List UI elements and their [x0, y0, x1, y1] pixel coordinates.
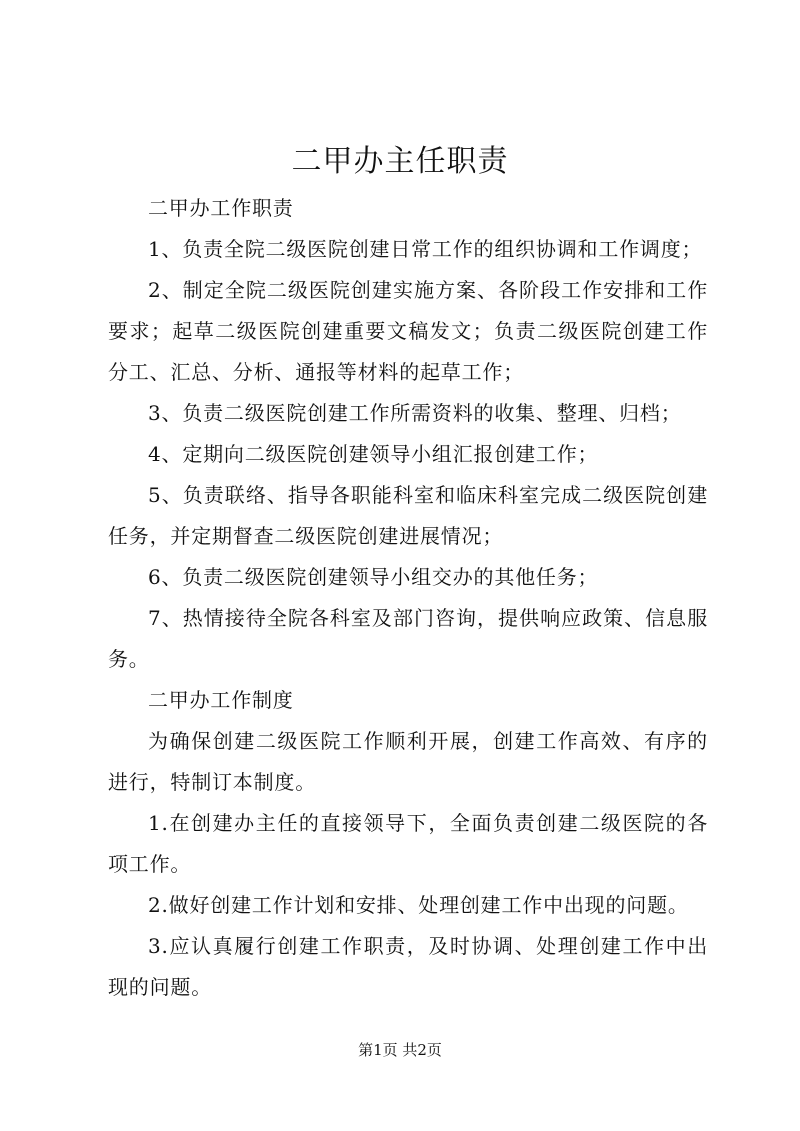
- page-title: 二甲办主任职责: [291, 144, 509, 179]
- paragraph-duty-4: 4、定期向二级医院创建领导小组汇报创建工作；: [148, 442, 599, 466]
- paragraph-section-heading-rules: 二甲办工作制度: [148, 688, 294, 712]
- paragraph-duty-7: 7、热情接待全院各科室及部门咨询，提供响应政策、信息服务。: [108, 606, 708, 671]
- paragraph-duty-6: 6、负责二级医院创建领导小组交办的其他任务；: [148, 565, 599, 589]
- paragraph-duty-5: 5、负责联络、指导各职能科室和临床科室完成二级医院创建任务，并定期督查二级医院创建进展情况；: [108, 483, 708, 548]
- document-body: [108, 188, 708, 1008]
- page-footer: 第1页 共2页: [358, 1041, 442, 1059]
- paragraph-rule-1: 1.在创建办主任的直接领导下，全面负责创建二级医院的各项工作。: [108, 811, 708, 876]
- paragraph-section-heading-duties: 二甲办工作职责: [148, 196, 294, 220]
- paragraph-rule-2: 2.做好创建工作计划和安排、处理创建工作中出现的问题。: [148, 893, 689, 917]
- paragraph-duty-2: 2、制定全院二级医院创建实施方案、各阶段工作安排和工作要求；起草二级医院创建重要文稿发文；负责二级医院创建工作分工、汇总、分析、通报等材料的起草工作；: [108, 278, 708, 384]
- paragraph-rule-3: 3.应认真履行创建工作职责，及时协调、处理创建工作中出现的问题。: [108, 934, 708, 999]
- paragraph-duty-1: 1、负责全院二级医院创建日常工作的组织协调和工作调度；: [148, 237, 703, 261]
- paragraph-duty-3: 3、负责二级医院创建工作所需资料的收集、整理、归档；: [148, 401, 682, 425]
- paragraph-rules-intro: 为确保创建二级医院工作顺利开展，创建工作高效、有序的进行，特制订本制度。: [108, 729, 708, 794]
